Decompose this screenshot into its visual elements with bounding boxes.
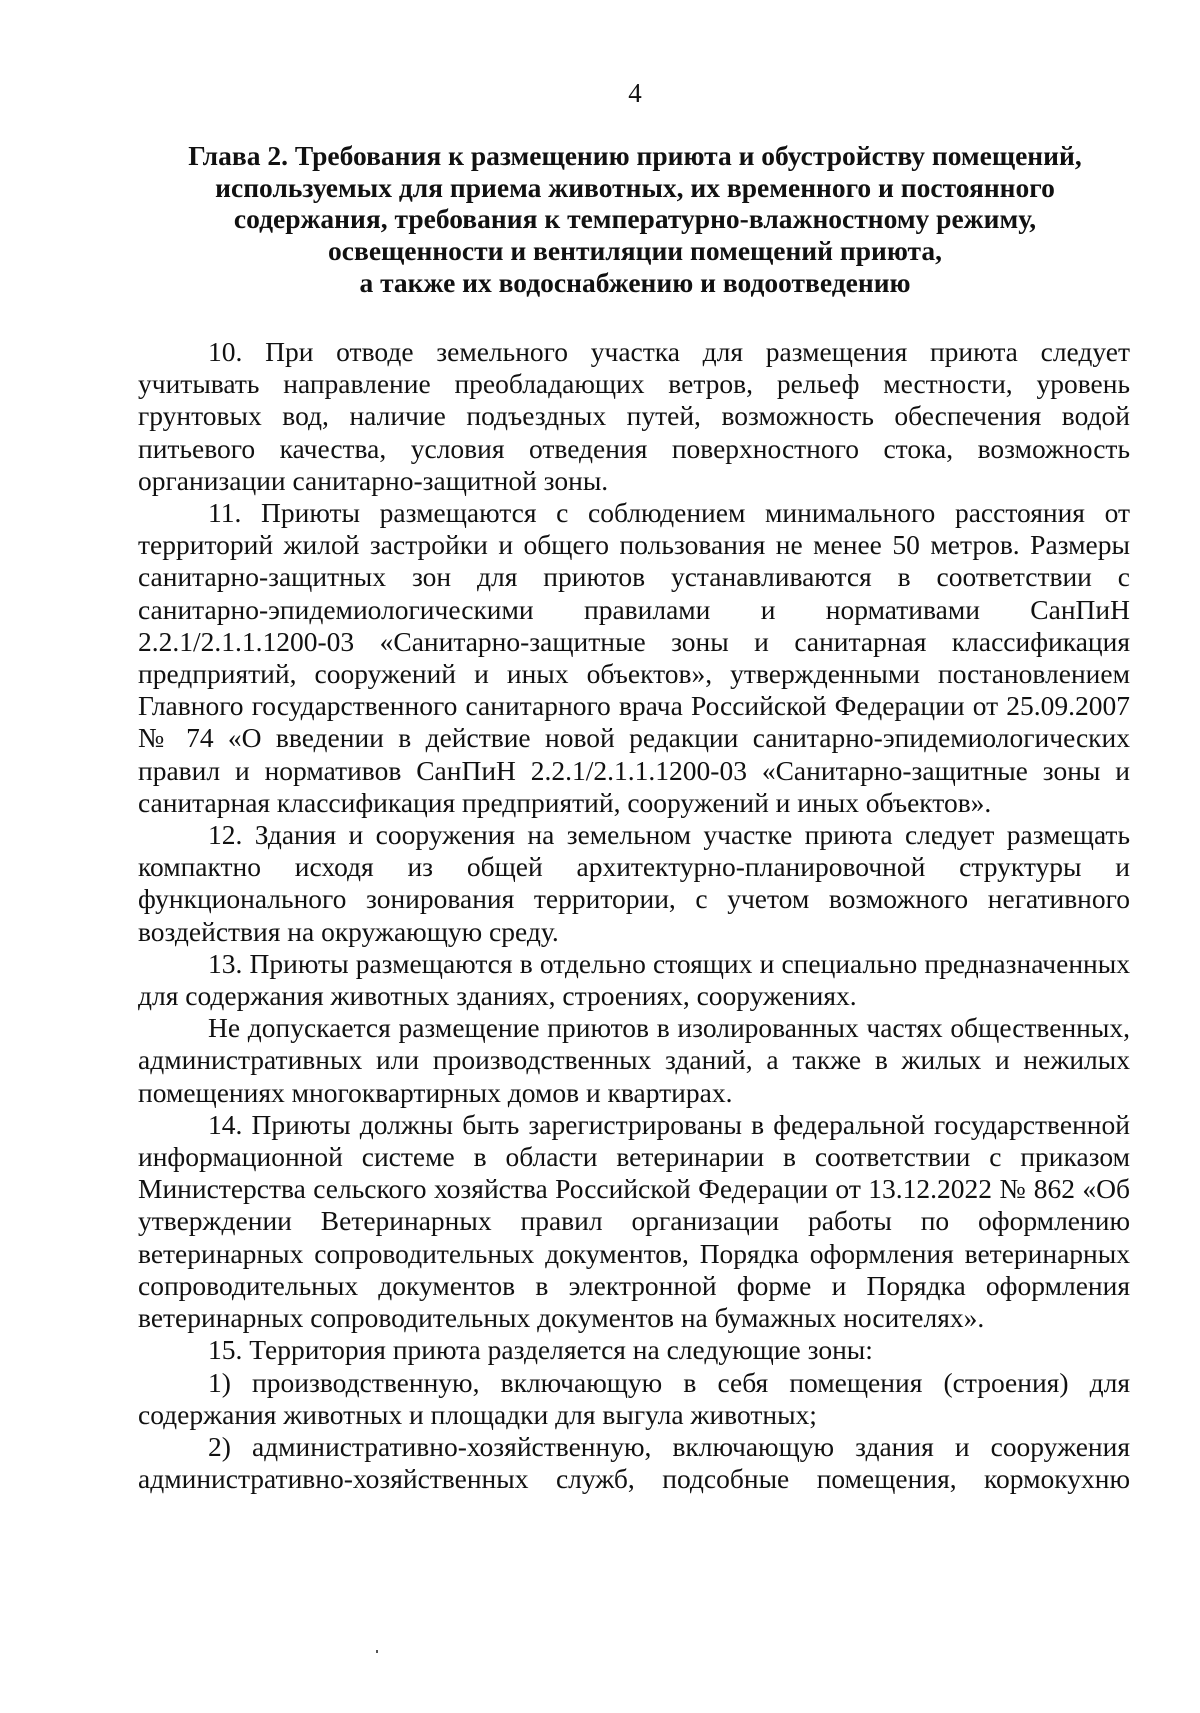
paragraph-12: 12. Здания и сооружения на земельном участке приюта следует размещать компактно исходя из общей архитектурно-планировочной структуры и функционального зонирования территории, с учетом возможного негативного воздействия на окружающую среду. <box>138 819 1130 947</box>
paragraph-11: 11. Приюты размещаются с соблюдением минимального расстояния от территорий жилой застройки и общего пользования не менее 50 метров. Размеры санитарно-защитных зон для приютов устанавливаются в соответствии с санитарно-эпидемиологическими правилами и нормативами СанПиН 2.2.1/2.1.1.1200-03 «Санитарно-защитные зоны и санитарная классификация предприятий, сооружений и иных объектов», утвержденными постановлением Главного государственного санитарного врача Российской Федерации от 25.09.2007 № 74 «О введении в действие новой редакции санитарно-эпидемиологических правил и нормативов СанПиН 2.2.1/2.1.1.1200-03 «Санитарно-защитные зоны и санитарная классификация предприятий, сооружений и иных объектов». <box>138 497 1130 818</box>
paragraph-13: 13. Приюты размещаются в отдельно стоящих и специально предназначенных для содержания животных зданиях, строениях, сооружениях. <box>138 947 1130 1012</box>
chapter-title-line: а также их водоснабжению и водоотведению <box>359 266 911 298</box>
chapter-title-line: освещенности и вентиляции помещений приюта, <box>328 235 942 267</box>
body-text <box>138 336 1130 1495</box>
scan-speck <box>376 1650 378 1653</box>
chapter-title <box>150 140 1120 299</box>
paragraph-15: 15. Территория приюта разделяется на следующие зоны: <box>208 1334 873 1366</box>
paragraph-13-continued: Не допускается размещение приютов в изолированных частях общественных, административных или производственных зданий, а также в жилых и нежилых помещениях многоквартирных домов и квартирах. <box>138 1012 1130 1108</box>
chapter-title-line: содержания, требования к температурно-влажностному режиму, <box>233 203 1037 235</box>
chapter-title-line: Глава 2. Требования к размещению приюта и обустройству помещений, <box>188 140 1082 171</box>
paragraph-14: 14. Приюты должны быть зарегистрированы в федеральной государственной информационной системе в области ветеринарии в соответствии с приказом Министерства сельского хозяйства Российской Федерации от 13.12.2022 № 862 «Об утверждении Ветеринарных правил организации работы по оформлению ветеринарных сопроводительных документов, Порядка оформления ветеринарных сопроводительных документов в электронной форме и Порядка оформления ветеринарных сопроводительных документов на бумажных носителях». <box>138 1108 1130 1334</box>
list-item-2: 2) административно-хозяйственную, включающую здания и сооружения административно-хозяйственных служб, подсобные помещения, кормокухню <box>138 1430 1130 1495</box>
list-item-1: 1) производственную, включающую в себя помещения (строения) для содержания животных и площадки для выгула животных; <box>138 1366 1130 1430</box>
paragraph-10: 10. При отводе земельного участка для размещения приюта следует учитывать направление преобладающих ветров, рельеф местности, уровень грунтовых вод, наличие подъездных путей, возможность обеспечения водой питьевого качества, условия отведения поверхностного стока, возможность организации санитарно-защитной зоны. <box>138 336 1130 496</box>
chapter-title-line: используемых для приема животных, их временного и постоянного <box>215 171 1055 203</box>
page-number: 4 <box>628 78 642 108</box>
